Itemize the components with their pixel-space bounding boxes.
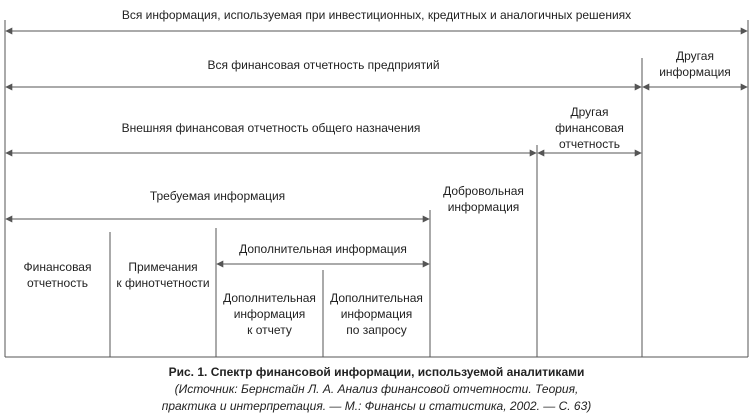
label-all-fin-reporting: Вся финансовая отчетность предприятий [207, 58, 440, 72]
label-fin-statements: Финансовая отчетность [23, 260, 92, 290]
label-required-info: Требуемая информация [149, 189, 286, 203]
label-other-info: Другая информация [659, 49, 731, 79]
label-additional-info: Дополнительная информация [239, 242, 407, 256]
label-all-info: Вся информация, используемая при инвестиционных, кредитных и аналогичных решениях [121, 8, 632, 22]
label-additional-report: Дополнительная информация к отчету [223, 291, 316, 337]
label-voluntary-info: Добровольная информация [443, 184, 524, 214]
label-additional-request: Дополнительная информация по запросу [330, 291, 423, 337]
label-external-reporting: Внешняя финансовая отчетность общего назначения [121, 121, 421, 135]
label-other-fin-reporting: Другая финансовая отчетность [555, 105, 624, 151]
figure-caption-title: Рис. 1. Спектр финансовой информации, используемой аналитиками [168, 365, 585, 379]
figure-caption-source-2: практика и интерпретация. — М.: Финансы и статистика, 2002. — С. 63) [161, 399, 592, 413]
figure-caption-source-1: (Источник: Бернстайн Л. А. Анализ финансовой отчетности. Теория, [174, 382, 579, 396]
label-notes: Примечания к финотчетности [116, 260, 210, 290]
